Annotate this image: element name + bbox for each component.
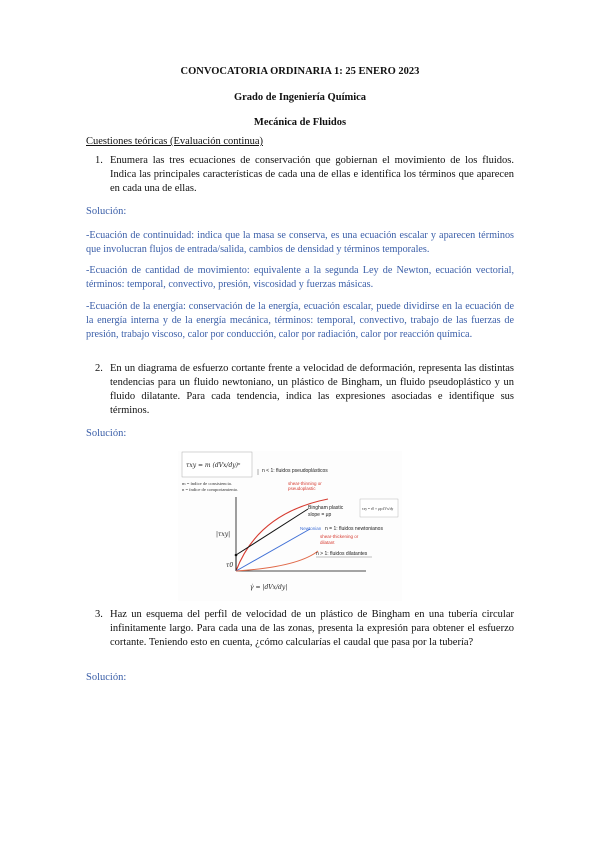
- answer-energy: -Ecuación de la energía: conservación de la energía, ecuación escalar, puede dividirse en la ecuación de la energía interna y de la energía mecánica, términos: temporal, convectivo, trabajo de las fuerzas de presión, trabajo viscoso, calor por conducción, calor por radiación, calor por reacción química.: [86, 301, 514, 340]
- tau0-label: τ0: [226, 562, 234, 569]
- pseudoplastic-label: n < 1: fluidos pseudoplásticos: [262, 468, 328, 474]
- newtonian-line: [236, 529, 310, 571]
- dilatant-curve: [236, 551, 318, 571]
- question-3: [95, 608, 514, 650]
- degree-title: Grado de Ingeniería Química: [233, 92, 367, 103]
- n-definition: n = índice de comportamiento.: [182, 487, 239, 492]
- bingham-label: Bingham plastic: [308, 505, 344, 511]
- y-axis-label: |τxy|: [216, 531, 231, 538]
- x-axis-label: γ̇ = |dVx/dy|: [250, 584, 288, 591]
- question-number: 2.: [95, 363, 103, 374]
- question-text: En un diagrama de esfuerzo cortante frente a velocidad de deformación, representa las distintas tendencias para un fluido newtoniano, un plástico de Bingham, un fluido pseudoplástico y un fluido dilatante. Para cada tendencia, indica las expresiones asociadas e identifique sus términos.: [110, 363, 514, 416]
- solution-label: Solución:: [86, 206, 127, 217]
- rheology-chart: [178, 451, 402, 601]
- dilatant-sublabel: dilatant: [320, 540, 335, 545]
- answer-continuity: -Ecuación de continuidad: indica que la masa se conserva, es una ecuación escalar y aparecen términos que involucran flujos de entrada/salida, cambios de densidad y términos temporales.: [86, 230, 514, 255]
- pseudoplastic-sublabel: pseudoplastic: [288, 486, 316, 491]
- solution-label: Solución:: [86, 428, 127, 439]
- question-2: [95, 362, 514, 418]
- shear-thickening-label: shear-thickening or: [320, 534, 359, 539]
- exam-title: CONVOCATORIA ORDINARIA 1: 25 ENERO 2023: [180, 66, 420, 77]
- m-definition: m = índice de consistencia.: [182, 481, 232, 486]
- slope-label: slope = μp: [308, 512, 332, 518]
- subject-title: Mecánica de Fluidos: [253, 117, 347, 128]
- question-text: Enumera las tres ecuaciones de conservación que gobiernan el movimiento de los fluidos. Indica las principales características de cada una de ellas e identifica los términos que aparecen en cada una de ellas.: [110, 155, 514, 194]
- bingham-line: [236, 509, 308, 555]
- question-1: [95, 154, 514, 196]
- newtonian-label: Newtonian: [300, 526, 322, 531]
- question-number: 3.: [95, 609, 103, 620]
- section-title: Cuestiones teóricas (Evaluación continua): [86, 136, 263, 147]
- shear-thinning-label: shear-thinning or: [288, 481, 322, 486]
- bingham-formula: τxy = τ0 + μp dVx/dy: [362, 507, 394, 511]
- rheology-diagram: [178, 451, 402, 601]
- answer-momentum: -Ecuación de cantidad de movimiento: equivalente a la segunda Ley de Newton, ecuación vectorial, términos: temporal, convectivo, presión, viscosidad y fuerzas másicas.: [86, 265, 514, 290]
- yield-point: [235, 554, 238, 557]
- power-law-formula: τxy = m (dVx/dy)ⁿ: [186, 462, 241, 469]
- question-number: 1.: [95, 155, 103, 166]
- newtonian-n-label: n = 1: fluidos newtonianos: [325, 526, 383, 532]
- question-text: Haz un esquema del perfil de velocidad de un plástico de Bingham en una tubería circular infinitamente largo. Para cada una de las zonas, presenta la expresión para obtener el esfuerzo cortante. Teniendo esto en cuenta, ¿cómo calcularías el caudal que pasa por la tubería?: [110, 609, 514, 648]
- dilatant-n-label: n > 1: fluidos dilatantes: [316, 551, 368, 557]
- solution-label: Solución:: [86, 672, 127, 683]
